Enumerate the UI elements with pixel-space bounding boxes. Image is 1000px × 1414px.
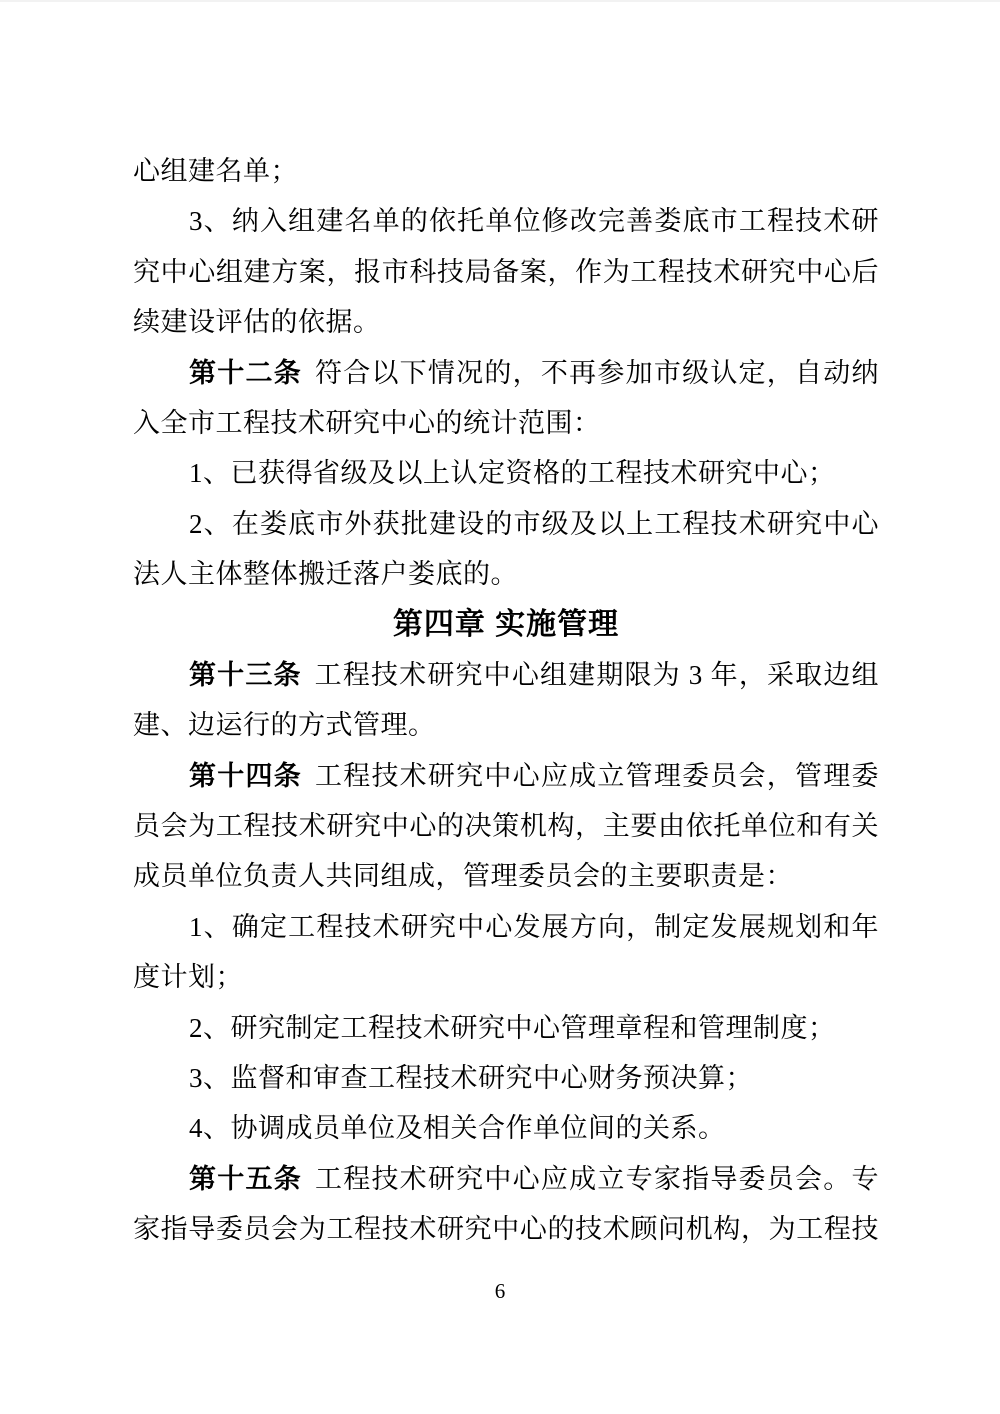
article-line bbox=[133, 650, 879, 700]
article-text: 工程技术研究中心应成立专家指导委员会。专 bbox=[314, 1163, 880, 1194]
list-item: 4、协调成员单位及相关合作单位间的关系。 bbox=[189, 1113, 726, 1144]
text-line: 心组建名单； bbox=[133, 156, 298, 186]
article-number: 第十三条 bbox=[189, 659, 302, 690]
page-number: 6 bbox=[494, 1279, 506, 1303]
document-body bbox=[133, 146, 879, 1255]
list-item: 2、研究制定工程技术研究中心管理章程和管理制度； bbox=[189, 1012, 836, 1043]
text-line: 法人主体整体搬迁落户娄底的。 bbox=[133, 559, 518, 590]
article-line bbox=[133, 348, 879, 398]
list-item: 3、监督和审查工程技术研究中心财务预决算； bbox=[189, 1063, 753, 1094]
article-line bbox=[133, 1154, 879, 1204]
text-line: 究中心组建方案，报市科技局备案，作为工程技术研究中心后 bbox=[133, 256, 879, 287]
article-number: 第十二条 bbox=[189, 357, 302, 388]
text-line: 3、纳入组建名单的依托单位修改完善娄底市工程技术研 bbox=[189, 206, 879, 237]
text-line: 续建设评估的依据。 bbox=[133, 307, 381, 338]
text-line: 成员单位负责人共同组成，管理委员会的主要职责是： bbox=[133, 861, 793, 892]
article-line bbox=[133, 751, 879, 801]
page-top-edge bbox=[0, 0, 1000, 2]
text-line: 员会为工程技术研究中心的决策机构，主要由依托单位和有关 bbox=[133, 811, 879, 842]
text-line: 入全市工程技术研究中心的统计范围： bbox=[133, 407, 601, 438]
text-line: 建、边运行的方式管理。 bbox=[133, 710, 436, 741]
list-item: 1、已获得省级及以上认定资格的工程技术研究中心； bbox=[189, 458, 836, 489]
article-text: 工程技术研究中心应成立管理委员会，管理委 bbox=[314, 760, 880, 791]
list-item: 2、在娄底市外获批建设的市级及以上工程技术研究中心 bbox=[189, 508, 879, 539]
text-line: 家指导委员会为工程技术研究中心的技术顾问机构，为工程技 bbox=[133, 1214, 879, 1245]
article-text: 符合以下情况的，不再参加市级认定，自动纳 bbox=[314, 357, 880, 388]
article-text: 工程技术研究中心组建期限为 3 年，采取边组 bbox=[314, 659, 880, 690]
chapter-heading: 第四章 实施管理 bbox=[392, 607, 620, 641]
list-item: 1、确定工程技术研究中心发展方向，制定发展规划和年 bbox=[189, 911, 879, 942]
text-line: 度计划； bbox=[133, 962, 243, 993]
article-number: 第十四条 bbox=[189, 760, 302, 791]
article-number: 第十五条 bbox=[189, 1163, 302, 1194]
